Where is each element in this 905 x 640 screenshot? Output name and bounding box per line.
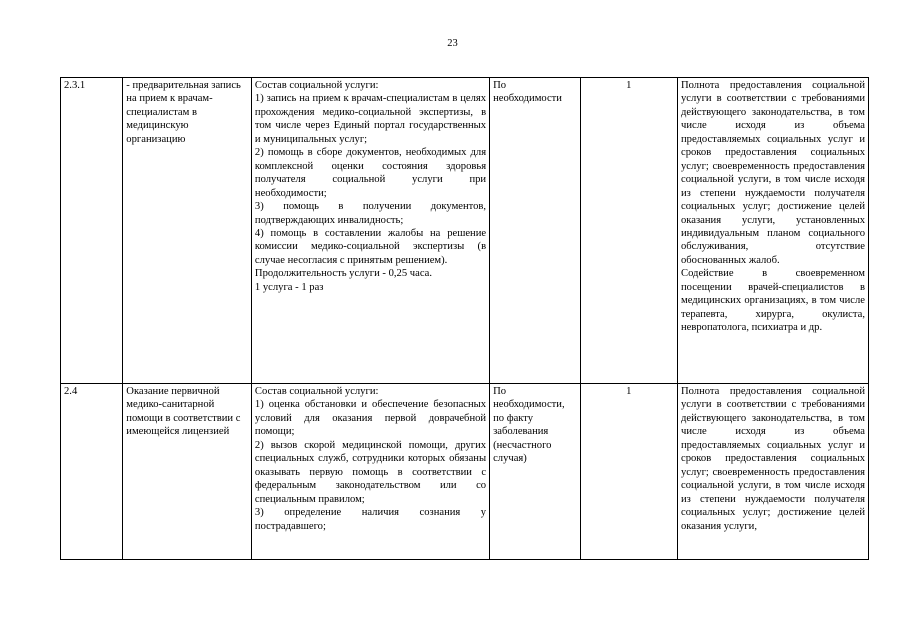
description-line: 2) помощь в сборе документов, необходимых для комплексной оценки состояния здоровья получателя социальной услуги при необходимости; [254,147,487,199]
service-period [490,384,580,560]
service-number: 2.4 [61,384,123,560]
quality-paragraph: Содействие в своевременном посещении врачей-специалистов в медицинских организациях, в том числе терапевта, хирурга, окулиста, невропатолога, психиатра и др. [681,268,865,334]
service-volume: 1 [580,78,677,384]
description-line: 1 услуга - 1 раз [254,281,324,293]
description-line: Состав социальной услуги: [254,386,379,397]
description-line: Продолжительность услуги - 0,25 часа. [254,268,432,280]
services-table [60,77,869,560]
service-number: 2.3.1 [61,78,123,384]
quality-paragraph: Полнота предоставления социальной услуги в соответствии с требованиями действующего законодательства, в том числе исходя из объема предоставляемых социальных услуг и сроков предоставления социальных услуг; своевременность предоставления социальной услуги, в том числе исходя из степени нуждаемости получателя социальных услуг; достижение целей оказания услуги, [681,386,865,532]
page-number: 23 [447,38,458,49]
description-line: 4) помощь в составлении жалобы на решение комиссии медико-социальной экспертизы (в случае несогласия с принятым решением). [254,227,487,266]
period-text: По необходимости [493,80,562,105]
description-line: Состав социальной услуги: [254,80,379,91]
service-period [490,78,580,384]
service-quality [678,384,869,560]
service-description [251,78,489,384]
service-name-text: Оказание первичной медико-санитарной помощи в соответствии с имеющейся лицензией [126,386,241,438]
description-line: 3) определение наличия сознания у пострадавшего; [254,507,487,532]
service-name [123,78,252,384]
service-quality [678,78,869,384]
service-name-text: - предварительная запись на прием к врачам-специалистам в медицинскую организацию [126,80,241,145]
table-row [61,78,869,384]
service-name [123,384,252,560]
service-volume: 1 [580,384,677,560]
description-line: 1) оценка обстановки и обеспечение безопасных условий для оказания первой доврачебной помощи; [254,399,487,438]
description-line: 1) запись на прием к врачам-специалистам в целях прохождения медико-социальной экспертизы, в том числе через Единый портал государственных и муниципальных услуг; [254,93,487,145]
service-description [251,384,489,560]
period-text: По необходимости, по факту заболевания (несчастного случая) [493,386,565,465]
description-line: 3) помощь в получении документов, подтверждающих инвалидность; [254,201,487,226]
description-line: 2) вызов скорой медицинской помощи, других специальных служб, сотрудники которых обязаны оказывать первую помощь в соответствии с федеральным законодательством или со специальным правилом; [254,439,487,505]
table-row [61,384,869,560]
quality-paragraph: Полнота предоставления социальной услуги в соответствии с требованиями действующего законодательства, в том числе исходя из объема предоставляемых социальных услуг и сроков предоставления социальных услуг; своевременность предоставления социальной услуги, в том числе исходя из степени нуждаемости получателя социальных услуг; достижение целей оказания услуги, установленных индивидуальным планом социального обслуживания, отсутствие обоснованных жалоб. [681,80,865,266]
